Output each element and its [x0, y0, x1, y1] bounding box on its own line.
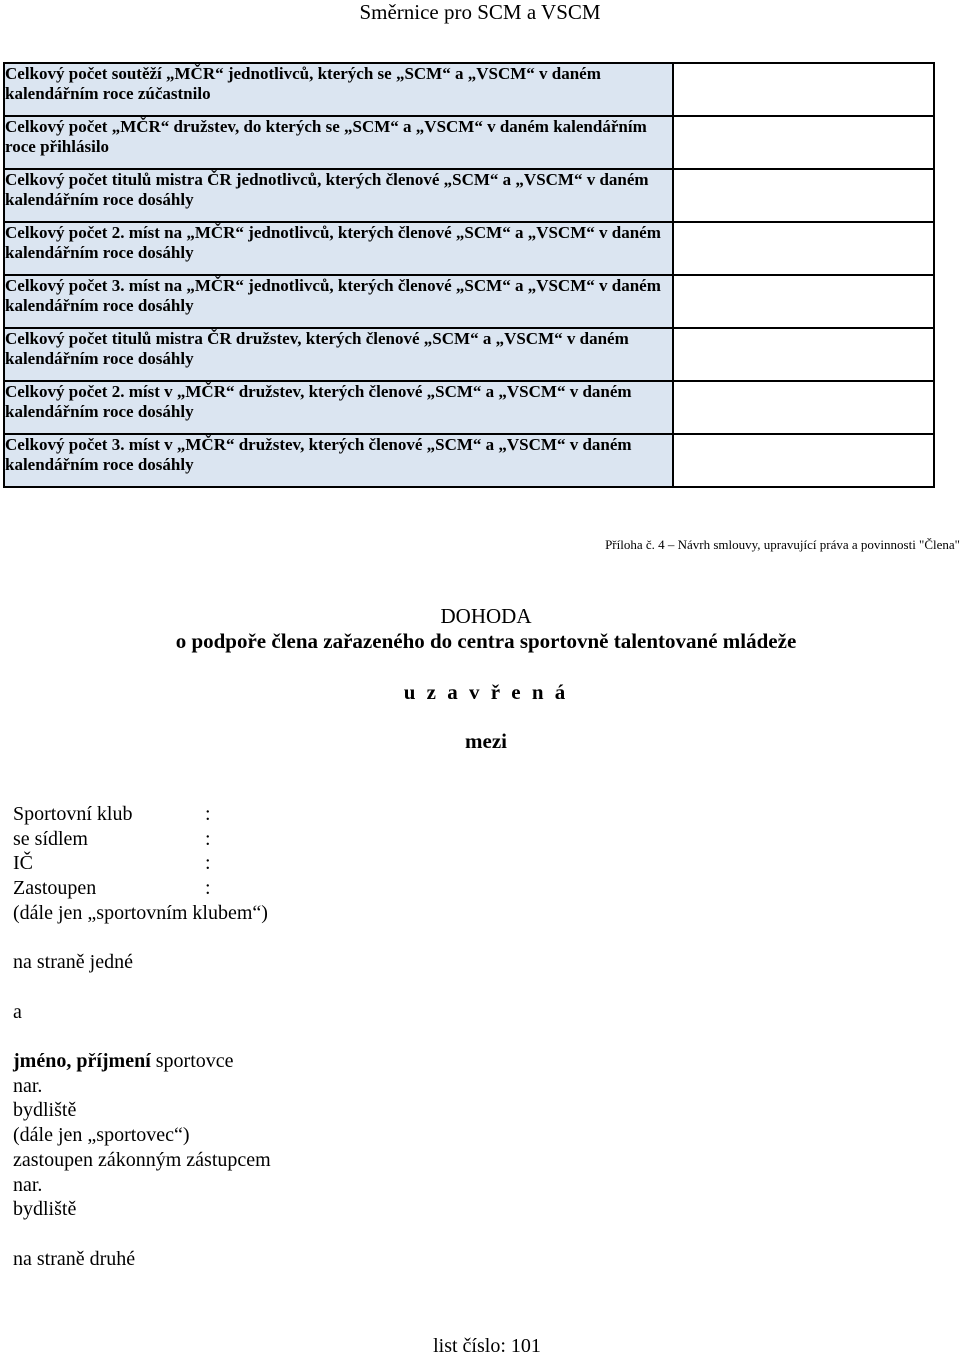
agreement-subtitle: o podpoře člena zařazeného do centra sportovně talentované mládeže [175, 629, 797, 653]
representative-row [13, 876, 271, 901]
party-one-side: na straně jedné [13, 951, 133, 974]
athlete-name-label: jméno, příjmení [13, 1049, 151, 1072]
athlete-name-row [13, 1049, 271, 1074]
agreement-title: DOHODA [440, 604, 532, 628]
table-row [4, 222, 934, 275]
row-value[interactable] [673, 381, 934, 434]
representative-label: Zastoupen [13, 877, 97, 900]
seat-row [13, 827, 271, 852]
athlete-born: nar. [13, 1074, 43, 1097]
table-row [4, 63, 934, 116]
row-value[interactable] [673, 275, 934, 328]
between-label: mezi [465, 729, 507, 753]
table-row [4, 381, 934, 434]
row-value[interactable] [673, 328, 934, 381]
row-value[interactable] [673, 169, 934, 222]
row-value[interactable] [673, 434, 934, 487]
club-label: Sportovní klub [13, 803, 133, 825]
row-label: Celkový počet soutěží „MČR“ jednotlivců, kterých se „SCM“ a „VSCM“ v daném kalendářním roce zúčastnilo [4, 63, 673, 116]
parties-section [13, 802, 271, 1271]
table-row [4, 169, 934, 222]
id-row [13, 851, 271, 876]
athlete-name-suffix: sportovce [150, 1049, 234, 1072]
athlete-hereinafter: (dále jen „sportovec“) [13, 1124, 190, 1147]
statistics-table [3, 62, 935, 488]
conjunction: a [13, 1000, 22, 1023]
colon: : [205, 877, 211, 900]
guardian-born: nar. [13, 1173, 43, 1196]
colon: : [205, 852, 211, 875]
row-label: Celkový počet 3. míst v „MČR“ družstev, kterých členové „SCM“ a „VSCM“ v daném kalendářním roce dosáhly [4, 434, 673, 487]
athlete-residence: bydliště [13, 1099, 77, 1122]
club-hereinafter: (dále jen „sportovním klubem“) [13, 901, 268, 924]
row-label: Celkový počet 2. míst na „MČR“ jednotlivců, kterých členové „SCM“ a „VSCM“ v daném kalendářním roce dosáhly [4, 222, 673, 275]
row-label: Celkový počet 2. míst v „MČR“ družstev, kterých členové „SCM“ a „VSCM“ v daném kalendářním roce dosáhly [4, 381, 673, 434]
row-value[interactable] [673, 63, 934, 116]
concluded-label: u z a v ř e n á [403, 680, 569, 704]
guardian-label: zastoupen zákonným zástupcem [13, 1148, 271, 1171]
seat-label: se sídlem [13, 827, 88, 850]
row-label: Celkový počet 3. míst na „MČR“ jednotlivců, kterých členové „SCM“ a „VSCM“ v daném kalendářním roce dosáhly [4, 275, 673, 328]
row-value[interactable] [673, 116, 934, 169]
row-label: Celkový počet titulů mistra ČR družstev, kterých členové „SCM“ a „VSCM“ v daném kalendářním roce dosáhly [4, 328, 673, 381]
guardian-residence: bydliště [13, 1198, 77, 1221]
colon: : [205, 827, 211, 850]
party-two-side: na straně druhé [13, 1247, 136, 1270]
table-row [4, 328, 934, 381]
row-label: Celkový počet titulů mistra ČR jednotlivců, kterých členové „SCM“ a „VSCM“ v daném kalendářním roce dosáhly [4, 169, 673, 222]
table-row [4, 434, 934, 487]
club-row [13, 802, 271, 827]
row-label: Celkový počet „MČR“ družstev, do kterých se „SCM“ a „VSCM“ v daném kalendářním roce přihlásilo [4, 116, 673, 169]
row-value[interactable] [673, 222, 934, 275]
table-row [4, 275, 934, 328]
appendix-label: Příloha č. 4 – Návrh smlouvy, upravující práva a povinnosti "Člena" [605, 537, 960, 552]
colon: : [205, 803, 211, 825]
id-label: IČ [13, 852, 33, 875]
table-row [4, 116, 934, 169]
page-header: Směrnice pro SCM a VSCM [359, 0, 601, 24]
page-number: list číslo: 101 [433, 1335, 541, 1357]
